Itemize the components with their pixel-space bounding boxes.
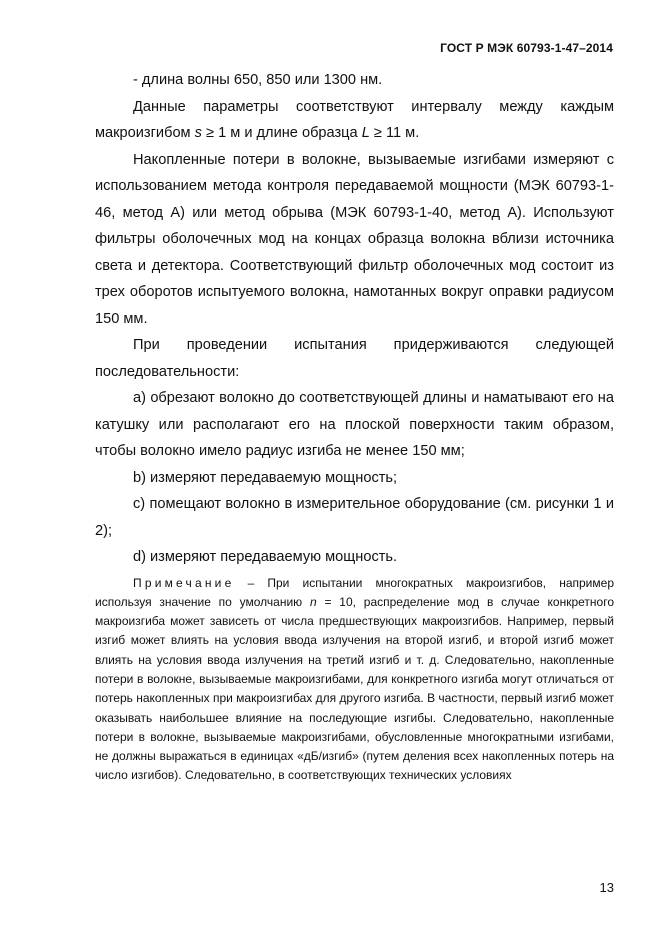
paragraph-sequence-intro: При проведении испытания придерживаются следующей последовательности: xyxy=(95,337,614,380)
variable-n: n xyxy=(309,594,317,609)
document-header: ГОСТ Р МЭК 60793-1-47–2014 xyxy=(440,41,613,55)
list-item-a: а) обрезают волокно до соответствующей длины и наматывают его на катушку или располагают его на плоской поверхности таким образом, чтобы волокно имело радиус изгиба не менее 150 мм; xyxy=(95,390,614,459)
list-item-b: b) измеряют передаваемую мощность; xyxy=(133,469,398,486)
paragraph-method: Накопленные потери в волокне, вызываемые изгибами измеряют с использованием метода контроля передаваемой мощности (МЭК 60793-1-46, метод А) или метод обрыва (МЭК 60793-1-40, метод А). Используют фильтры оболочечных мод на концах образца волокна вблизи источника света и детектора. Соответствующий фильтр оболочечных мод состоит из трех оборотов испытуемого волокна, намотанных вокруг оправки радиусом 150 мм. xyxy=(95,151,614,327)
page-number: 13 xyxy=(599,880,614,895)
text-fragment: ≥ 1 м и длине образца xyxy=(201,125,362,141)
page-body xyxy=(95,67,614,786)
paragraph-parameters xyxy=(95,94,614,147)
note-text: = 10, распределение мод в случае конкретного макроизгиба может зависеть от числа предшествующих макроизгибов. Например, первый изгиб может влиять на условия ввода излучения на второй изгиб, и второй изгиб может влиять на условия ввода излучения на третий изгиб и т. д. Следовательно, накопленные потери в волокне, вызываемые макроизгибами, для конкретного изгиба могут отличаться от потерь накопленных при макроизгибах для другого изгиба. В частности, первый изгиб может оказывать наибольшее влияние на последующие изгибы. Следовательно, накопленные потери в волокне, вызываемые макроизгибами, обусловленные многократными изгибами, не должны выражаться в единицах «дБ/изгиб» (путем деления всех накопленных потерь на число изгибов). Следовательно, в соответствующих технических условиях xyxy=(95,594,614,783)
note-text: – При испытании многократных макроизгибов, например используя значение по умолчанию xyxy=(95,575,614,609)
variable-l: L xyxy=(361,125,370,141)
list-item-d: d) измеряют передаваемую мощность. xyxy=(133,549,398,565)
paragraph-wavelength: - длина волны 650, 850 или 1300 нм. xyxy=(133,72,383,88)
text-fragment: ≥ 11 м. xyxy=(369,125,420,141)
list-item-c: c) помещают волокно в измерительное оборудование (см. рисунки 1 и 2); xyxy=(95,496,614,539)
variable-s: s xyxy=(194,125,202,141)
text-fragment: Данные параметры соответствуют интервалу между каждым макроизгибом xyxy=(95,98,614,141)
note-block xyxy=(95,574,614,786)
note-label: Примечание xyxy=(133,575,235,590)
